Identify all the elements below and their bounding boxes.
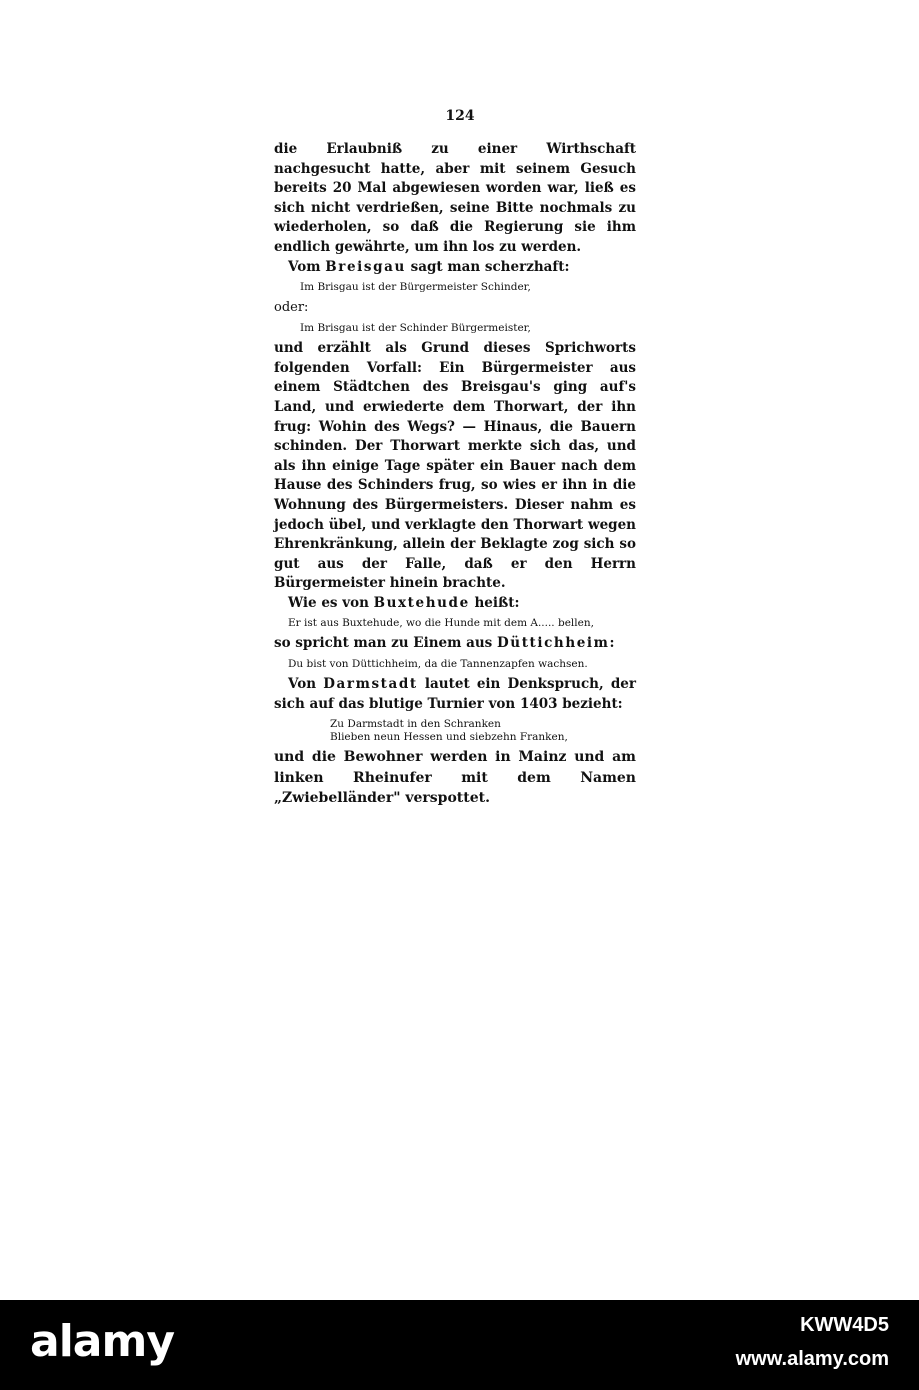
verse-line-2: Blieben neun Hessen und siebzehn Franken, bbox=[330, 730, 568, 743]
oder-text: oder: bbox=[274, 300, 309, 316]
paragraph-duettichheim-pre: so spricht man zu Einem aus bbox=[274, 635, 493, 652]
paragraph-duettichheim bbox=[274, 634, 636, 654]
paragraph-darmstadt-post: lautet ein Denkspruch, der sich auf das blutige Turnier von 1403 bezieht: bbox=[274, 676, 637, 712]
image-id: KWW4D5 bbox=[800, 1314, 889, 1336]
paragraph-breisgau-post: sagt man scherzhaft: bbox=[410, 258, 570, 275]
place-duettichheim: Düttichheim: bbox=[496, 635, 617, 652]
paragraph-breisgau bbox=[274, 258, 636, 278]
page-text bbox=[274, 140, 636, 809]
proverb-breisgau-2: Im Brisgau ist der Schinder Bürgermeister, bbox=[300, 322, 531, 335]
proverb-duettichheim: Du bist von Düttichheim, da die Tannenzapfen wachsen. bbox=[288, 658, 588, 671]
page-number: 124 bbox=[445, 108, 475, 124]
paragraph-buxtehude bbox=[274, 594, 636, 614]
watermark-footer bbox=[0, 1300, 919, 1390]
proverb-breisgau-1: Im Brisgau ist der Bürgermeister Schinder, bbox=[300, 281, 531, 294]
paragraph-buxtehude-post: heißt: bbox=[474, 594, 520, 611]
paragraph-1: die Erlaubniß zu einer Wirthschaft nachgesucht hatte, aber mit seinem Gesuch bereits 20 Mal abgewiesen worden war, ließ es sich nicht verdrießen, seine Bitte nochmals zu wiederholen, so daß die Regierung sie ihm endlich gewährte, um ihn los zu werden. bbox=[274, 141, 636, 255]
proverb-buxtehude: Er ist aus Buxtehude, wo die Hunde mit dem A..... bellen, bbox=[288, 617, 594, 630]
site-url: www.alamy.com bbox=[735, 1348, 889, 1370]
place-breisgau: Breisgau bbox=[325, 258, 406, 275]
paragraph-breisgau-pre: Vom bbox=[288, 258, 321, 275]
paragraph-closing: und die Bewohner werden in Mainz und am linken Rheinufer mit dem Namen „Zwiebelländer" verspottet. bbox=[274, 749, 636, 807]
paragraph-anecdote: und erzählt als Grund dieses Sprichworts folgenden Vorfall: Ein Bürgermeister aus einem Städtchen des Breisgau's ging auf's Land, und erwiederte dem Thorwart, der ihn frug: Wohin des Wegs? — Hinaus, die Bauern schinden. Der Thorwart merkte sich das, und als ihn einige Tage später ein Bauer nach dem Hause des Schinders frug, so wies er ihn in die Wohnung des Bürgermeisters. Dieser nahm es jedoch übel, und verklagte den Thorwart wegen Ehrenkränkung, allein der Beklagte zog sich so gut aus der Falle, daß er den Herrn Bürgermeister hinein brachte. bbox=[274, 340, 636, 592]
alamy-logo: alamy bbox=[30, 1316, 174, 1367]
place-buxtehude: Buxtehude bbox=[373, 594, 470, 611]
place-darmstadt: Darmstadt bbox=[323, 676, 418, 693]
paragraph-darmstadt bbox=[274, 675, 636, 714]
verse-line-1: Zu Darmstadt in den Schranken bbox=[330, 718, 501, 731]
paragraph-buxtehude-pre: Wie es von bbox=[288, 594, 369, 611]
verse-darmstadt bbox=[330, 718, 636, 743]
paragraph-darmstadt-pre: Von bbox=[288, 676, 317, 693]
